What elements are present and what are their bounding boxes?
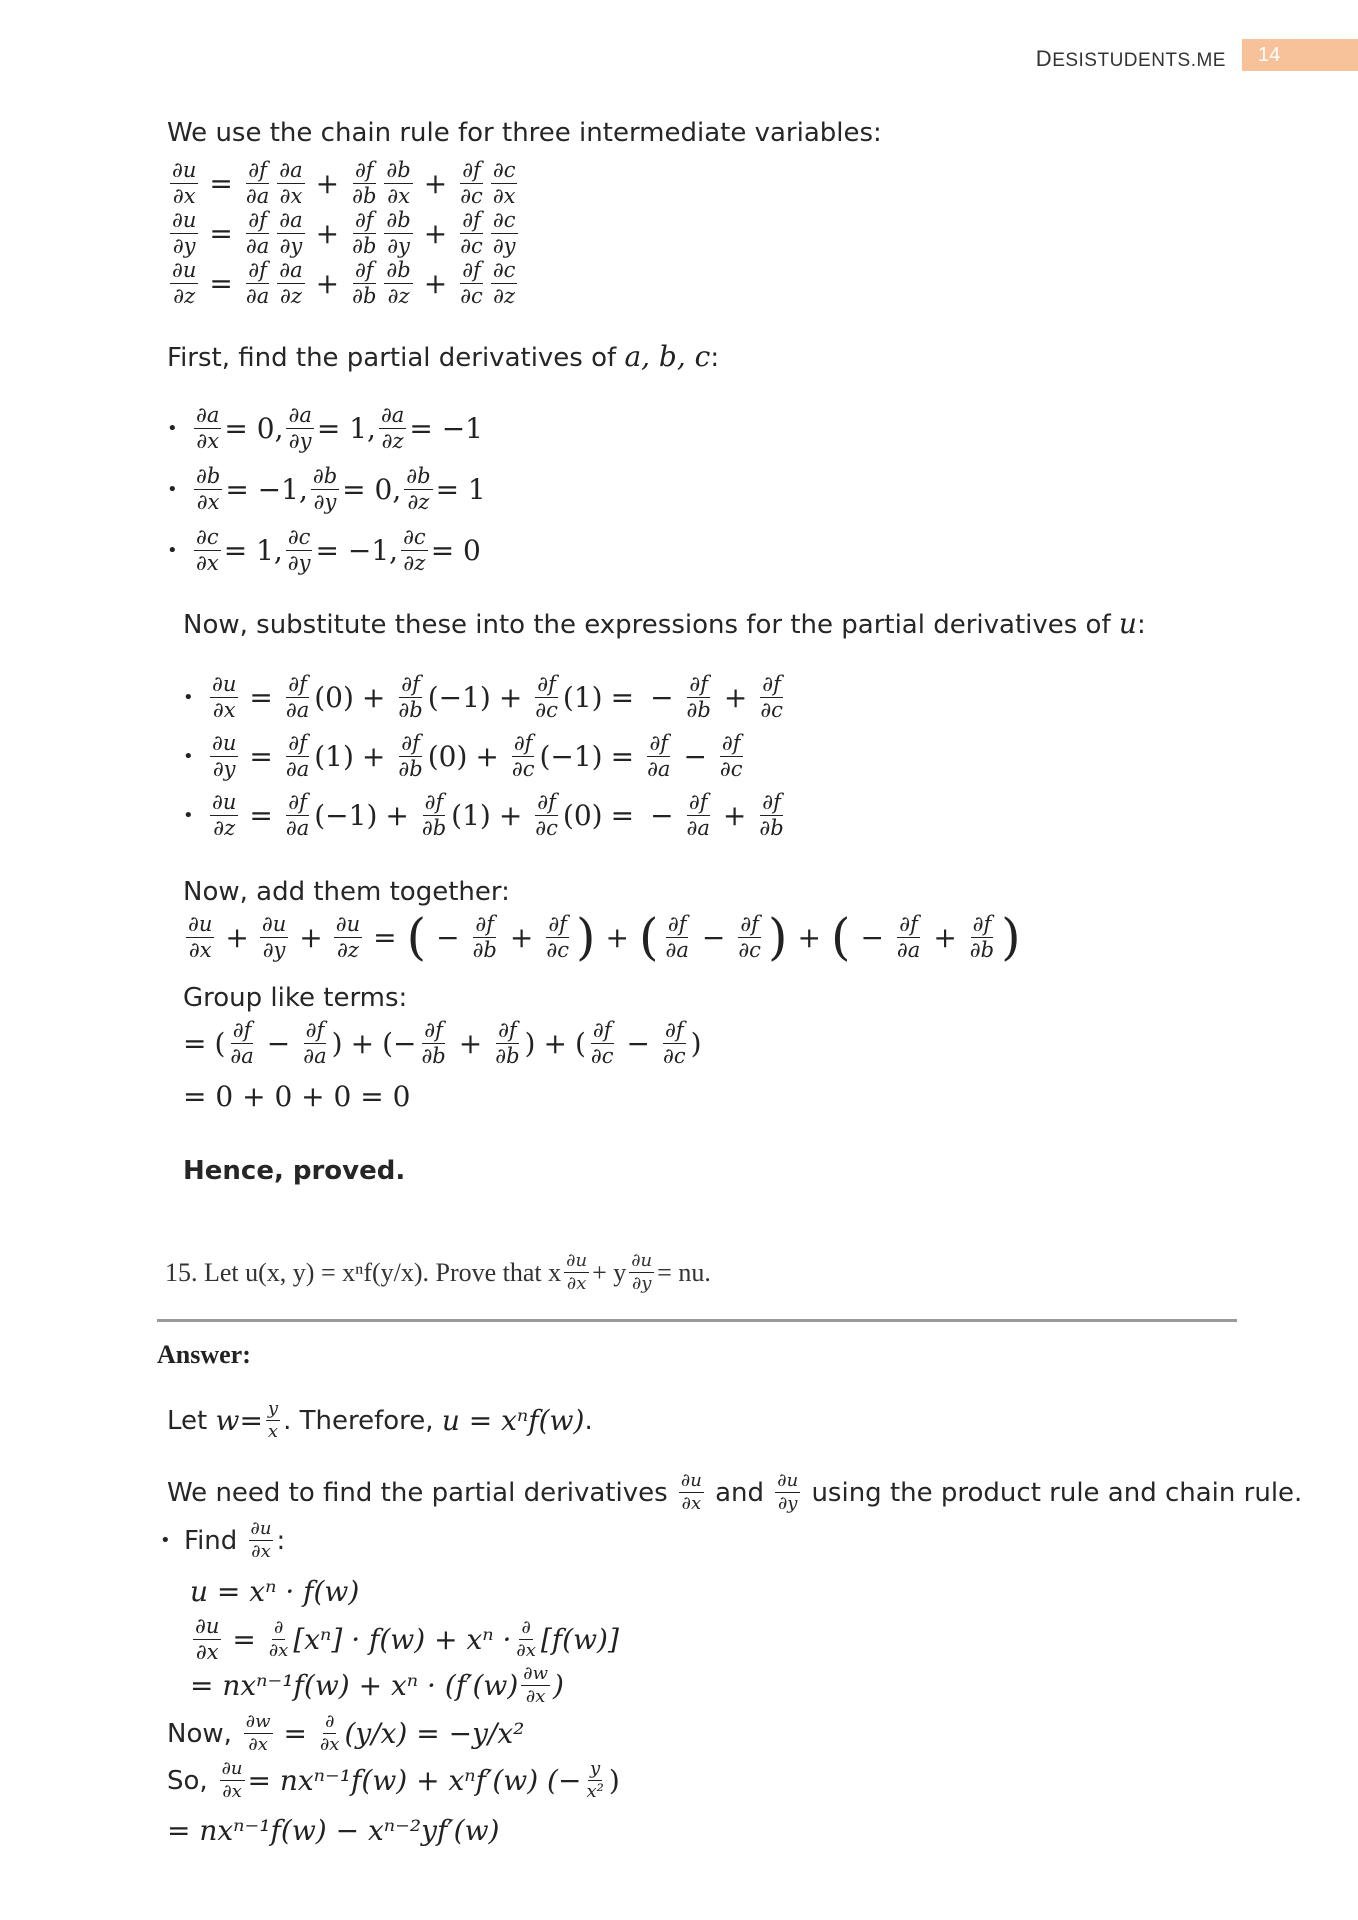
fraction: $\frac{\partial a}{\partial z}$ [279, 257, 303, 308]
first-find-text: First, find the partial derivatives of a, b, c: [167, 340, 720, 373]
fraction: $\frac{\partial f}{\partial c}$ [535, 672, 558, 722]
fraction: $\frac{\partial f}{\partial b}$ [352, 257, 377, 308]
fraction: $\frac{\partial b}{\partial y}$ [312, 464, 338, 514]
answer-label: Answer: [157, 1340, 251, 1369]
chain-rule-row: $\frac{\partial u}{\partial x}$ = $\frac{\partial f}{\partial a}$ $\frac{\partial a}{\partial x}$ + $\frac{\partial f}{\partial b}$ $\frac{\partial b}{\partial x}$ + $\frac{\partial f}{\partial c}$ $\frac{\partial c}{\partial x}$ [172, 157, 516, 208]
fraction: $\frac{\partial u}{\partial z}$ [172, 257, 197, 308]
let-w-line: Let w = $\frac{y}{x}$ . Therefore, u = xⁿf(w) . [167, 1398, 593, 1442]
substitute-text: Now, substitute these into the expressions for the partial derivatives of u: [183, 607, 1146, 640]
fraction: $\frac{\partial b}{\partial z}$ [386, 257, 411, 308]
now-dw-dx-line: Now, $\frac{\partial w}{\partial x}$ = $\frac{\partial}{\partial x}$ (y/x) = −y/x² [167, 1711, 525, 1755]
chain-rule-row: $\frac{\partial u}{\partial y}$ = $\frac{\partial f}{\partial a}$ $\frac{\partial a}{\partial y}$ + $\frac{\partial f}{\partial b}$ $\frac{\partial b}{\partial y}$ + $\frac{\partial f}{\partial c}$ $\frac{\partial c}{\partial y}$ [172, 207, 516, 258]
fraction: $\frac{\partial f}{\partial b}$ [398, 731, 423, 781]
hence-proved: Hence, proved. [183, 1156, 406, 1186]
list-item: • $\frac{\partial c}{\partial x}$ = 1, $\frac{\partial c}{\partial y}$ = −1, $\frac{\partial c}{\partial z}$ = 0 [167, 525, 481, 575]
group-equation: = ( $\frac{\partial f}{\partial a}$ − $\frac{\partial f}{\partial a}$ ) + (− $\frac{\partial f}{\partial b}$ + $\frac{\partial f}{\partial b}$ ) + ( $\frac{\partial f}{\partial c}$ − $\frac{\partial f}{\partial c}$ ) [183, 1018, 702, 1068]
fraction: $\frac{\partial f}{\partial a}$ [245, 257, 270, 308]
fraction: $\frac{\partial f}{\partial c}$ [760, 672, 783, 722]
zero-line: = 0 + 0 + 0 = 0 [183, 1080, 411, 1113]
fraction: $\frac{\partial f}{\partial b}$ [759, 790, 784, 840]
u-eq-line: u = xⁿ · f(w) [190, 1575, 360, 1608]
fraction: $\frac{\partial f}{\partial c}$ [719, 731, 743, 781]
fraction: $\frac{\partial f}{\partial a}$ [245, 157, 270, 208]
fraction: $\frac{\partial a}{\partial x}$ [279, 157, 303, 208]
substitution-list [183, 668, 789, 845]
fraction: $\frac{\partial f}{\partial a}$ [647, 731, 671, 781]
chain-rule-equations [167, 158, 521, 308]
fraction: $\frac{\partial c}{\partial x}$ [492, 157, 516, 208]
fraction: $\frac{\partial f}{\partial c}$ [535, 790, 558, 840]
fraction: $\frac{\partial c}{\partial y}$ [492, 207, 516, 258]
fraction: $\frac{\partial b}{\partial z}$ [406, 464, 431, 514]
fraction: $\frac{\partial f}{\partial c}$ [460, 207, 483, 258]
fraction: $\frac{\partial f}{\partial c}$ [460, 157, 483, 208]
fraction: $\frac{\partial b}{\partial x}$ [196, 464, 221, 514]
fraction: $\frac{\partial f}{\partial c}$ [460, 257, 483, 308]
fraction: $\frac{\partial c}{\partial y}$ [287, 525, 311, 575]
fraction: $\frac{\partial f}{\partial a}$ [686, 790, 710, 840]
fraction: $\frac{\partial f}{\partial a}$ [245, 207, 270, 258]
fraction: $\frac{\partial a}{\partial x}$ [196, 403, 220, 453]
group-like-text: Group like terms: [183, 983, 408, 1013]
product-rule-line: $\frac{\partial u}{\partial x}$ = $\frac{\partial}{\partial x}$ [xⁿ] · f(w) + xⁿ · $\frac{\partial}{\partial x}$ [f(w)] [195, 1614, 619, 1664]
fraction: $\frac{\partial u}{\partial y}$ [172, 207, 197, 258]
fraction: $\frac{\partial u}{\partial x}$ [212, 672, 237, 722]
fraction: $\frac{\partial f}{\partial c}$ [511, 731, 535, 781]
fraction: $\frac{\partial c}{\partial z}$ [403, 525, 426, 575]
add-together-text: Now, add them together: [183, 877, 510, 907]
list-item: • $\frac{\partial u}{\partial y}$ = $\frac{\partial f}{\partial a}$ (1) + $\frac{\partial f}{\partial b}$ (0) + $\frac{\partial f}{\partial c}$ (−1) = $\frac{\partial f}{\partial a}$ − $\frac{\partial f}{\partial c}$ [183, 731, 743, 781]
fraction: $\frac{\partial f}{\partial b}$ [352, 157, 377, 208]
fraction: $\frac{\partial c}{\partial x}$ [196, 525, 219, 575]
fraction: $\frac{\partial a}{\partial y}$ [279, 207, 303, 258]
fraction: $\frac{\partial f}{\partial b}$ [352, 207, 377, 258]
fraction: $\frac{\partial f}{\partial b}$ [421, 790, 447, 840]
list-item: • $\frac{\partial u}{\partial z}$ = $\frac{\partial f}{\partial a}$ (−1) + $\frac{\partial f}{\partial b}$ (1) + $\frac{\partial f}{\partial c}$ (0) = − $\frac{\partial f}{\partial a}$ + $\frac{\partial f}{\partial b}$ [183, 790, 784, 840]
chain-rule-row: $\frac{\partial u}{\partial z}$ = $\frac{\partial f}{\partial a}$ $\frac{\partial a}{\partial z}$ + $\frac{\partial f}{\partial b}$ $\frac{\partial b}{\partial z}$ + $\frac{\partial f}{\partial c}$ $\frac{\partial c}{\partial z}$ [172, 257, 516, 308]
fraction: $\frac{\partial c}{\partial z}$ [492, 257, 516, 308]
fraction: $\frac{\partial b}{\partial x}$ [386, 157, 411, 208]
fraction: $\frac{\partial b}{\partial y}$ [386, 207, 411, 258]
find-du-dx: • Find $\frac{\partial u}{\partial x}$ : [160, 1518, 286, 1562]
fraction: $\frac{\partial f}{\partial a}$ [285, 790, 310, 840]
need-find-line: We need to find the partial derivatives $\frac{\partial u}{\partial x}$ and $\frac{\partial u}{\partial y}$ using the product rule and chain rule. [167, 1470, 1303, 1514]
list-item: • $\frac{\partial a}{\partial x}$ = 0, $\frac{\partial a}{\partial y}$ = 1, $\frac{\partial a}{\partial z}$ = −1 [167, 403, 483, 453]
header-site-name: DESISTUDENTS.ME [1035, 46, 1226, 71]
fraction: $\frac{\partial f}{\partial a}$ [285, 672, 310, 722]
fraction: $\frac{\partial f}{\partial b}$ [398, 672, 423, 722]
page-number-badge: 14 [1242, 39, 1358, 71]
fraction: $\frac{\partial f}{\partial a}$ [285, 731, 310, 781]
partials-list [167, 398, 486, 581]
divider [157, 1319, 1237, 1322]
fraction: $\frac{\partial a}{\partial z}$ [380, 403, 405, 453]
list-item: • $\frac{\partial b}{\partial x}$ = −1, $\frac{\partial b}{\partial y}$ = 0, $\frac{\partial b}{\partial z}$ = 1 [167, 464, 486, 514]
fraction: $\frac{\partial u}{\partial y}$ [212, 731, 237, 781]
sum-equation: $\frac{\partial u}{\partial x}$ + $\frac{\partial u}{\partial y}$ + $\frac{\partial u}{\partial z}$ = ( − $\frac{\partial f}{\partial b}$ + $\frac{\partial f}{\partial c}$ ) + ( $\frac{\partial f}{\partial a}$ − $\frac{\partial f}{\partial c}$ ) + ( − $\frac{\partial f}{\partial a}$ + $\frac{\partial f}{\partial b}$ ) [188, 908, 1021, 966]
fraction: $\frac{\partial u}{\partial z}$ [212, 790, 237, 840]
product-result-line: = nxⁿ⁻¹f(w) + xⁿ · (f′(w) $\frac{\partial w}{\partial x}$ ) [190, 1663, 564, 1707]
fraction: $\frac{\partial f}{\partial b}$ [686, 672, 711, 722]
list-item: • $\frac{\partial u}{\partial x}$ = $\frac{\partial f}{\partial a}$ (0) + $\frac{\partial f}{\partial b}$ (−1) + $\frac{\partial f}{\partial c}$ (1) = − $\frac{\partial f}{\partial b}$ + $\frac{\partial f}{\partial c}$ [183, 672, 783, 722]
final-line: = nxⁿ⁻¹f(w) − xⁿ⁻²yf′(w) [167, 1814, 500, 1847]
question-15: 15. Let u(x, y) = xⁿf(y/x). Prove that x $\frac{\partial u}{\partial x}$ + y $\frac{\partial u}{\partial y}$ = nu. [165, 1250, 711, 1294]
fraction: $\frac{\partial u}{\partial x}$ [172, 157, 197, 208]
fraction: $\frac{\partial a}{\partial y}$ [288, 403, 312, 453]
intro-text: We use the chain rule for three intermediate variables: [167, 118, 882, 148]
so-line: So, $\frac{\partial u}{\partial x}$ = nxⁿ⁻¹f(w) + xⁿf′(w) (− $\frac{y}{\text{x²}}$ ) [167, 1758, 620, 1802]
